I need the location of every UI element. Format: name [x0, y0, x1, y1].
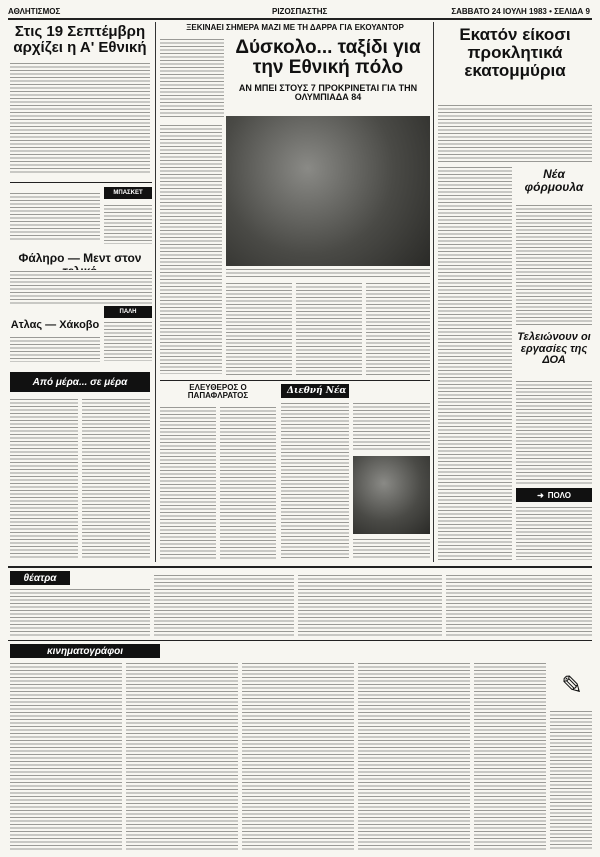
apo-mera-text-b [82, 398, 150, 560]
polo-text [516, 506, 592, 560]
divider [10, 182, 152, 183]
theatre-listings-d [446, 574, 592, 636]
right-arrow-icon: ➜ [537, 490, 544, 500]
theatra-label: θέατρα [23, 572, 57, 584]
polo-banner [516, 488, 592, 502]
diethni-banner [281, 384, 349, 398]
center-lead-text [160, 38, 224, 118]
cinema-listings-5 [474, 662, 546, 850]
waterpolo-team-photo [226, 116, 430, 266]
eleftheros-headline: ΕΛΕΥΘΕΡΟΣ Ο ΠΑΠΑΦΛΡΑΤΟΣ [187, 383, 249, 401]
nea-formoula-text [516, 204, 592, 326]
cinema-listings-2 [126, 662, 238, 850]
apo-mera-label: Από μέρα... σε μέρα [32, 376, 128, 388]
cinema-listings-6 [550, 710, 592, 850]
center-text-b [226, 282, 292, 376]
col-divider-1 [155, 22, 156, 562]
left-headline: Στις 19 Σεπτέμβρη αρχίζει η Α' Εθνική [13, 23, 147, 56]
atlas-text [10, 336, 100, 362]
left-body-text [10, 62, 150, 174]
telioson-headline: Τελειώνουν οι εργασίες της ΔΟΑ [517, 331, 591, 367]
photo-caption [226, 268, 430, 278]
atlas-headline: Ατλας — Χάκοβο [10, 319, 100, 331]
center-text-a [160, 124, 222, 374]
telioson-text [516, 380, 592, 484]
masthead-section: ΑΘΛΗΤΙΣΜΟΣ [8, 7, 61, 16]
masthead-paper: ΡΙΖΟΣΠΑΣΤΗΣ [272, 7, 328, 16]
theatre-listings-b [154, 574, 294, 636]
faliro-text [10, 270, 152, 306]
center-kicker: ΞΕΚΙΝΑΕΙ ΣΗΜΕΡΑ ΜΑΖΙ ΜΕ ΤΗ ΔΑΡΡΑ ΓΙΑ ΕΚΟΥΑΝΤΟΡ [186, 23, 404, 32]
masthead-date: ΣΑΒΒΑΤΟ 24 ΙΟΥΛΗ 1983 • ΣΕΛΙΔΑ 9 [451, 7, 590, 16]
right-headline: Εκατόν είκοσι προκλητικά εκατομμύρια [459, 25, 571, 80]
nea-formoula-headline: Νέα φόρμουλα [524, 167, 584, 194]
polo-label: ΠΟΛΟ [547, 490, 571, 500]
right-text-a [438, 166, 512, 560]
eleftheros-text-b [220, 406, 276, 560]
eleftheros-text-a [160, 406, 216, 560]
basket-text-left [10, 192, 100, 242]
basket-text-right [104, 204, 152, 244]
cinema-banner [10, 644, 160, 658]
diethni-text-c [353, 538, 430, 560]
diethni-text-b [353, 402, 430, 452]
apo-mera-text-a [10, 398, 78, 560]
right-intro-text [438, 104, 592, 162]
pali-text [104, 321, 152, 361]
center-text-c [296, 282, 362, 376]
masthead-rule [8, 18, 592, 20]
center-subhead: ΑΝ ΜΠΕΙ ΣΤΟΥΣ 7 ΠΡΟΚΡΙΝΕΤΑΙ ΓΙΑ ΤΗΝ ΟΛΥΜΠΙΑΔΑ 84 [238, 83, 418, 103]
divider [8, 640, 592, 641]
athlete-photo [353, 456, 430, 534]
diethni-label: Διεθνή Νέα [287, 386, 347, 396]
center-text-d [366, 282, 430, 376]
col-divider-2 [433, 22, 434, 562]
cinema-listings-3 [242, 662, 354, 850]
apo-mera-banner [10, 372, 150, 392]
theatre-listings-a [10, 588, 150, 636]
theatre-listings-c [298, 574, 442, 636]
cinema-listings-1 [10, 662, 122, 850]
center-headline: Δύσκολο... ταξίδι για την Εθνική πόλο [235, 37, 421, 78]
divider [8, 566, 592, 568]
faliro-headline: Φάληρο — Μεντ στον [18, 251, 142, 265]
diethni-text-a [281, 402, 349, 560]
divider [160, 380, 430, 381]
pen-icon: ✎ [561, 671, 583, 701]
cinema-listings-4 [358, 662, 470, 850]
theatra-banner [10, 571, 70, 585]
pali-label: ΠΑΛΗ [104, 306, 152, 318]
cinema-label: κινηματογράφοι [46, 645, 124, 657]
basket-label: ΜΠΑΣΚΕΤ [104, 187, 152, 199]
